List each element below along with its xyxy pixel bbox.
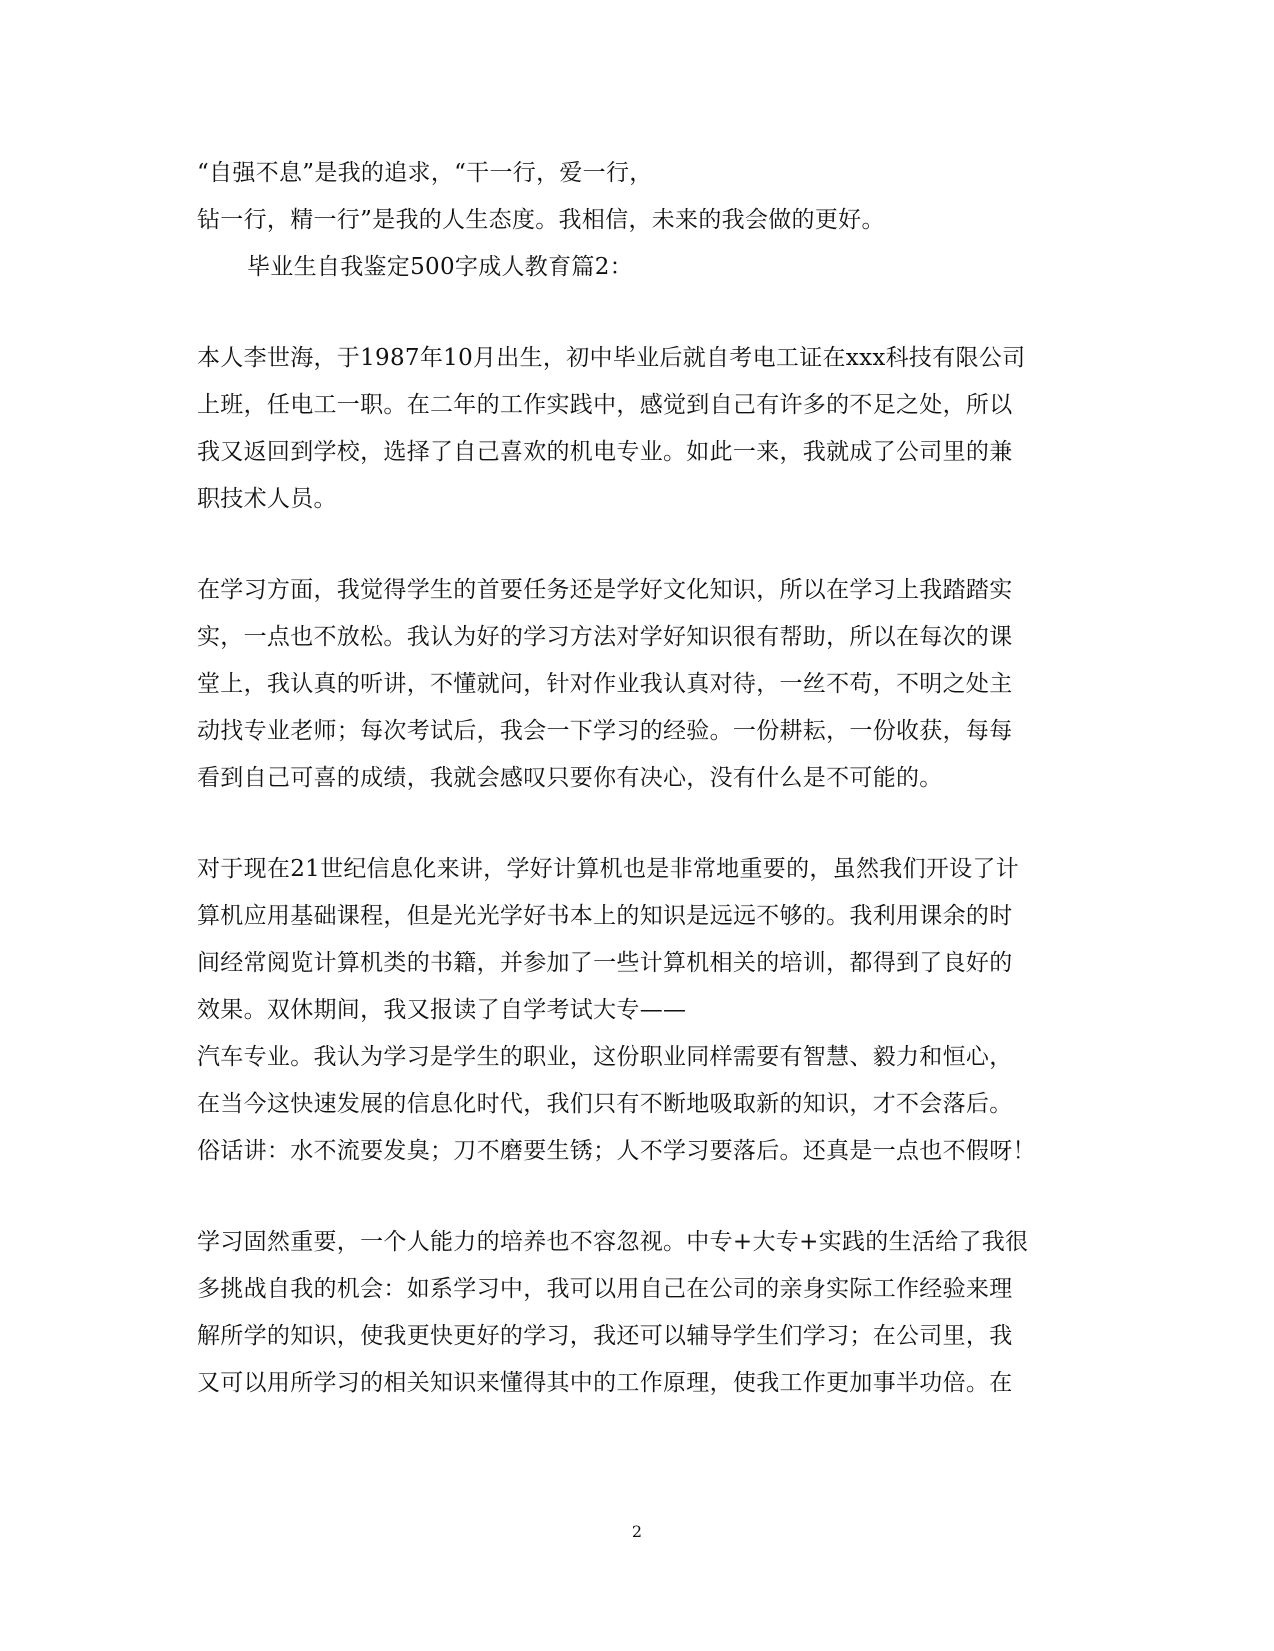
- text-line: 学习固然重要，一个人能力的培养也不容忽视。中专+大专+实践的生活给了我很: [197, 1229, 1029, 1255]
- text-line: 看到自己可喜的成绩，我就会感叹只要你有决心，没有什么是不可能的。: [197, 765, 943, 791]
- text-line: 算机应用基础课程，但是光光学好书本上的知识是远远不够的。我利用课余的时: [197, 903, 1013, 929]
- page-number: 2: [631, 1522, 643, 1541]
- text-line: 在当今这快速发展的信息化时代，我们只有不断地吸取新的知识，才不会落后。: [197, 1091, 1013, 1117]
- text-line: 对于现在21世纪信息化来讲，学好计算机也是非常地重要的，虽然我们开设了计: [197, 856, 1020, 882]
- text-line: 在学习方面，我觉得学生的首要任务还是学好文化知识，所以在学习上我踏踏实: [197, 577, 1013, 603]
- text-line: 间经常阅览计算机类的书籍，并参加了一些计算机相关的培训，都得到了良好的: [197, 950, 1013, 976]
- text-line: 堂上，我认真的听讲，不懂就问，针对作业我认真对待，一丝不苟，不明之处主: [197, 671, 1013, 697]
- text-line: 解所学的知识，使我更快更好的学习，我还可以辅导学生们学习；在公司里，我: [197, 1323, 1013, 1349]
- text-line: 本人李世海，于1987年10月出生，初中毕业后就自考电工证在xxx科技有限公司: [197, 345, 1026, 371]
- text-line: 效果。双休期间，我又报读了自学考试大专——: [197, 997, 687, 1023]
- text-line: 职技术人员。: [197, 486, 337, 512]
- text-line: 俗话讲：水不流要发臭；刀不磨要生锈；人不学习要落后。还真是一点也不假呀！: [197, 1138, 1036, 1164]
- text-line: 汽车专业。我认为学习是学生的职业，这份职业同样需要有智慧、毅力和恒心，: [197, 1044, 1013, 1070]
- text-line: 我又返回到学校，选择了自己喜欢的机电专业。如此一来，我就成了公司里的兼: [197, 439, 1013, 465]
- text-line: 钻一行，精一行”是我的人生态度。我相信，未来的我会做的更好。: [197, 207, 885, 233]
- text-line: 上班，任电工一职。在二年的工作实践中，感觉到自己有许多的不足之处，所以: [197, 392, 1013, 418]
- text-line: 实，一点也不放松。我认为好的学习方法对学好知识很有帮助，所以在每次的课: [197, 624, 1013, 650]
- text-line: 多挑战自我的机会：如系学习中，我可以用自己在公司的亲身实际工作经验来理: [197, 1276, 1013, 1302]
- text-line: 又可以用所学习的相关知识来懂得其中的工作原理，使我工作更加事半功倍。在: [197, 1370, 1013, 1396]
- section-heading: 毕业生自我鉴定500字成人教育篇2：: [247, 254, 633, 280]
- text-line: 动找专业老师；每次考试后，我会一下学习的经验。一份耕耘，一份收获，每每: [197, 718, 1013, 744]
- text-line: “自强不息”是我的追求，“干一行，爱一行，: [197, 160, 653, 186]
